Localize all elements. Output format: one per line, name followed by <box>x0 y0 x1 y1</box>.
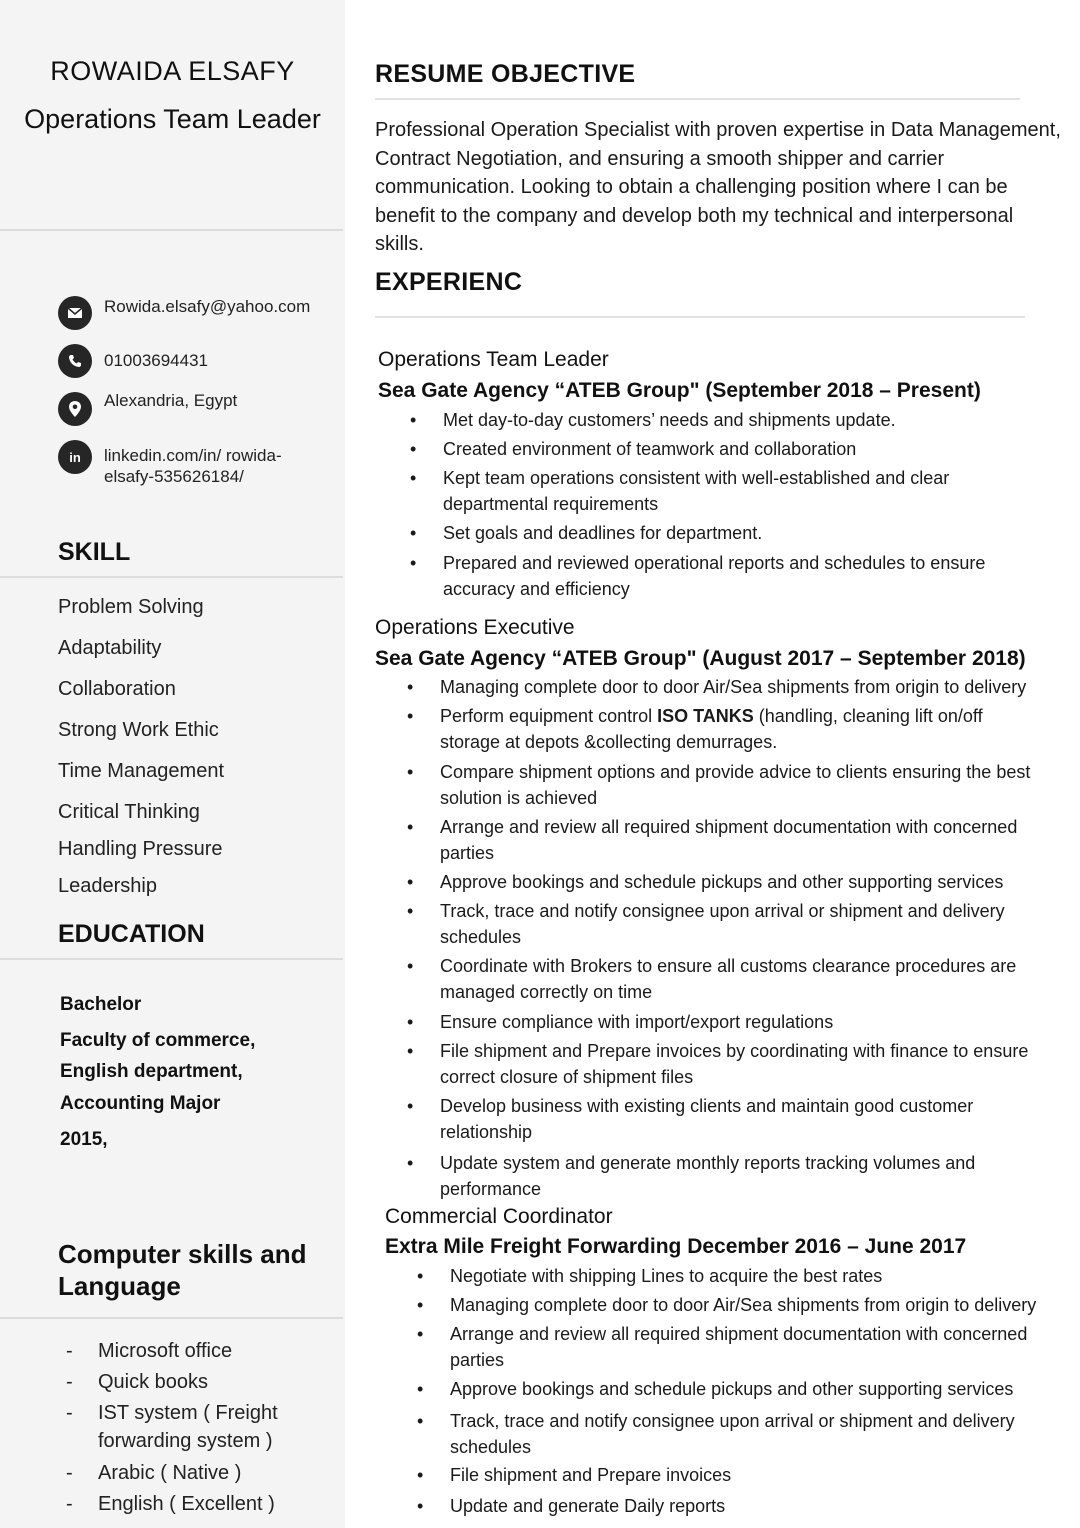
job-organization: Extra Mile Freight Forwarding December 2016 – June 2017 <box>385 1235 967 1258</box>
phone-text: 01003694431 <box>104 351 209 370</box>
computer-skills-heading-line-2: Language <box>58 1271 181 1301</box>
divider <box>375 316 1025 318</box>
skill-item: Problem Solving <box>58 596 204 618</box>
job-organization: Sea Gate Agency “ATEB Group" (September 2018 – Present) <box>378 379 981 402</box>
education-degree: Bachelor <box>60 994 142 1015</box>
candidate-name: ROWAIDA ELSAFY <box>50 56 295 86</box>
education-line-2: English department, <box>60 1061 243 1082</box>
job-title: Operations Executive <box>375 616 575 639</box>
location-pin-icon <box>58 392 92 426</box>
education-line-3: Accounting Major <box>60 1093 221 1114</box>
job-title: Operations Team Leader <box>378 348 609 371</box>
location-text: Alexandria, Egypt <box>104 391 238 410</box>
experience-heading: EXPERIENC <box>375 268 523 296</box>
email-text: Rowida.elsafy@yahoo.com <box>104 297 311 316</box>
divider <box>0 958 343 960</box>
computer-skills-heading <box>58 1238 338 1302</box>
computer-skills-heading-line-1: Computer skills and <box>58 1239 307 1269</box>
education-year: 2015, <box>60 1129 108 1150</box>
divider <box>0 229 343 231</box>
linkedin-line-1: linkedin.com/in/ rowida- <box>104 446 282 465</box>
job-organization: Sea Gate Agency “ATEB Group" (August 2017 – September 2018) <box>375 647 1026 670</box>
objective-heading: RESUME OBJECTIVE <box>375 60 636 88</box>
skill-item: Strong Work Ethic <box>58 719 219 741</box>
divider <box>0 576 343 578</box>
skill-item: Collaboration <box>58 678 176 700</box>
linkedin-line-2: elsafy-535626184/ <box>104 467 244 486</box>
skills-heading: SKILL <box>58 538 131 566</box>
objective-text: Professional Operation Specialist with proven expertise in Data Management, Contract Negotiation, and ensuring a smooth shipper and carrier communication. Looking to obtain a challenging position where I can be benefit to the company and develop both my technical and interpersonal skills. <box>375 119 1061 255</box>
education-heading: EDUCATION <box>58 920 205 948</box>
phone-icon <box>58 344 92 378</box>
job-title: Commercial Coordinator <box>385 1205 613 1228</box>
skill-item: Adaptability <box>58 637 162 659</box>
divider <box>375 98 1020 100</box>
education-line-1: Faculty of commerce, <box>60 1030 256 1051</box>
skill-item: Critical Thinking <box>58 801 200 823</box>
skill-item: Handling Pressure <box>58 838 223 860</box>
divider <box>0 1317 343 1319</box>
skill-item: Time Management <box>58 760 224 782</box>
linkedin-icon: in <box>58 440 92 474</box>
candidate-role: Operations Team Leader <box>24 104 321 134</box>
iso-tanks-highlight: ISO TANKS <box>657 706 754 726</box>
email-icon <box>58 296 92 330</box>
skill-item: Leadership <box>58 875 157 897</box>
